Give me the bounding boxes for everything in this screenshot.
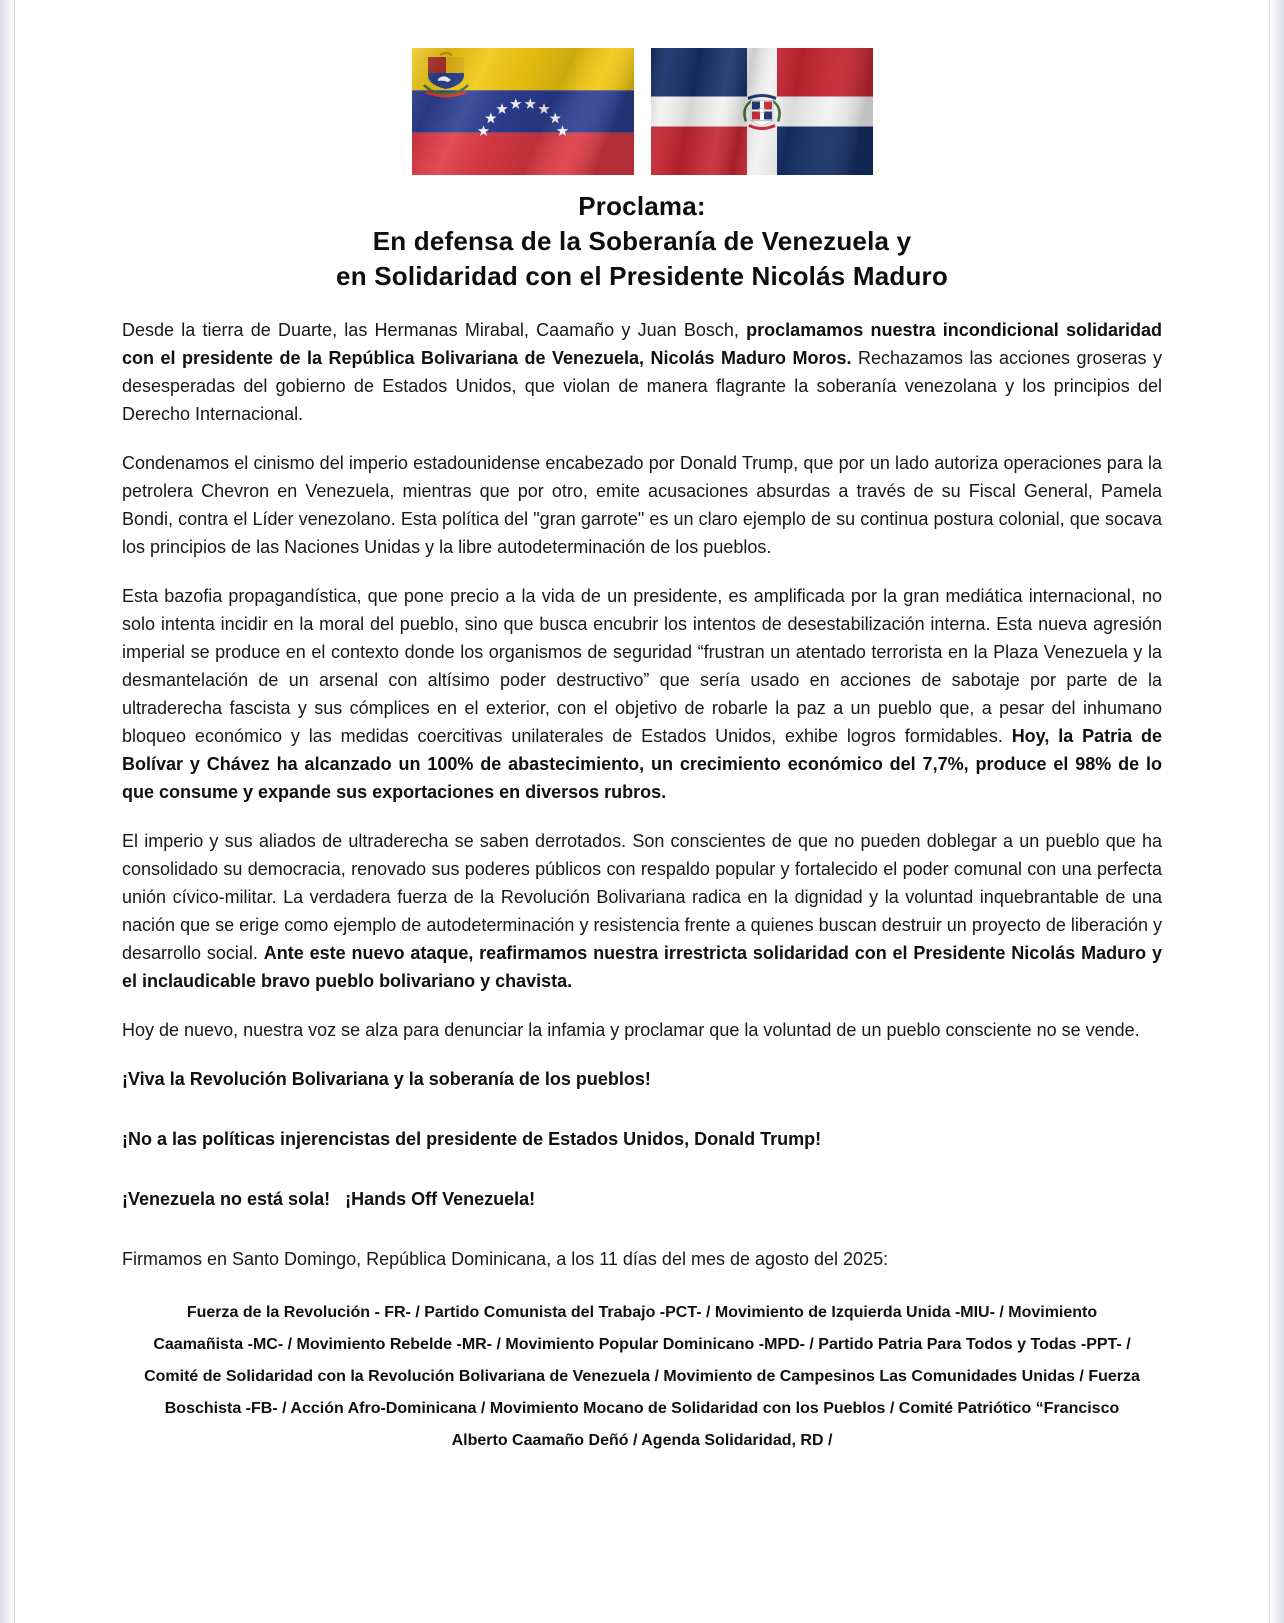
paragraph-bazofia-bold: Hoy, la Patria de Bolívar y Chávez ha alcanzado un 100% de abastecimiento, un crecimiento económico del 7,7%, produce el 98% de lo que consume y expande sus exportaciones en diversos rubros.: [122, 726, 1162, 802]
dominican-republic-flag-image: [651, 48, 873, 175]
venezuela-flag-image: [412, 48, 634, 175]
paragraph-imperio-bold: Ante este nuevo ataque, reafirmamos nuestra irrestricta solidaridad con el Presidente Nicolás Maduro y el inclaudicable bravo pueblo bolivariano y chavista.: [122, 943, 1162, 991]
document-body: [122, 316, 1162, 1457]
paragraph-voz: [122, 1016, 1162, 1044]
paragraph-bazofia-text: Esta bazofia propagandística, que pone precio a la vida de un presidente, es amplificada por la gran mediática internacional, no solo intenta incidir en la moral del pueblo, sino que busca encubrir los intentos de desestabilización interna. Esta nueva agresión imperial se produce en el contexto donde los organismos de seguridad “frustran un atentado terrorista en la Plaza Venezuela y la desmantelación de un arsenal con altísimo poder destructivo” que sería usado en acciones de sabotaje por parte de la ultraderecha fascista y sus cómplices en el exterior, con el objetivo de robarle la paz a un pueblo que, a pesar del inhumano bloqueo económico y las medidas coercitivas unilaterales de Estados Unidos, exhibe logros formidables.: [122, 586, 1162, 746]
page-left-edge-shadow: [0, 0, 15, 1623]
paragraph-imperio: [122, 827, 1162, 995]
title-line-proclama: Proclama:: [578, 191, 706, 221]
paragraph-apertura: [122, 316, 1162, 428]
paragraph-apertura-bold: proclamamos nuestra incondicional solidaridad con el presidente de la República Bolivariana de Venezuela, Nicolás Maduro Moros.: [122, 320, 1162, 368]
paragraph-bazofia: [122, 582, 1162, 806]
signatories-list: Fuerza de la Revolución - FR- / Partido Comunista del Trabajo -PCT- / Movimiento de Izquierda Unida -MIU- / Movimiento Caamañista -MC- / Movimiento Rebelde -MR- / Movimiento Popular Dominicano -MPD- / Partido Patria Para Todos y Todas -PPT- / Comité de Solidaridad con la Revolución Bolivariana de Venezuela / Movimiento de Campesinos Las Comunidades Unidas / Fuerza Boschista -FB- / Acción Afro-Dominicana / Movimiento Mocano de Solidaridad con los Pueblos / Comité Patriótico “Francisco Alberto Caamaño Deñó / Agenda Solidaridad, RD /: [144, 1304, 1140, 1449]
paragraph-imperio-text: El imperio y sus aliados de ultraderecha se saben derrotados. Son conscientes de que no pueden doblegar a un pueblo que ha consolidado su democracia, renovado sus poderes públicos con respaldo popular y fortalecido el poder comunal con una perfecta unión cívico-militar. La verdadera fuerza de la Revolución Bolivariana radica en la dignidad y la voluntad inquebrantable de una nación que se erige como ejemplo de autodeterminación y resistencia frente a quienes buscan destruir un proyecto de liberación y desarrollo social.: [122, 831, 1162, 963]
paragraph-condena-text: Condenamos el cinismo del imperio estadounidense encabezado por Donald Trump, que por un lado autoriza operaciones para la petrolera Chevron en Venezuela, mientras que por otro, emite acusaciones absurdas a través de su Fiscal General, Pamela Bondi, contra el Líder venezolano. Esta política del "gran garrote" es un claro ejemplo de su continua postura colonial, que socava los principios de las Naciones Unidas y la libre autodeterminación de los pueblos.: [122, 453, 1162, 557]
signing-date-line: Firmamos en Santo Domingo, República Dominicana, a los 11 días del mes de agosto del 2025:: [122, 1249, 889, 1269]
slogan-hands-off-venezuela: ¡Venezuela no está sola! ¡Hands Off Venezuela!: [122, 1189, 536, 1209]
document-title: [0, 189, 1284, 294]
paragraph-apertura-text-2: Rechazamos las acciones groseras y desesperadas del gobierno de Estados Unidos, que violan de manera flagrante la soberanía venezolana y los principios del Derecho Internacional.: [122, 348, 1162, 424]
flags-header: [0, 0, 1284, 175]
title-line-defensa: En defensa de la Soberanía de Venezuela y: [372, 226, 912, 256]
paragraph-condena: [122, 449, 1162, 561]
paragraph-voz-text: Hoy de nuevo, nuestra voz se alza para denunciar la infamia y proclamar que la voluntad de un pueblo consciente no se vende.: [122, 1020, 1140, 1040]
page-right-edge-shadow: [1269, 0, 1284, 1623]
title-line-solidaridad: en Solidaridad con el Presidente Nicolás Maduro: [336, 261, 948, 291]
slogan-no-injerencia: ¡No a las políticas injerencistas del presidente de Estados Unidos, Donald Trump!: [122, 1129, 822, 1149]
paragraph-apertura-text-1: Desde la tierra de Duarte, las Hermanas Mirabal, Caamaño y Juan Bosch,: [122, 320, 747, 340]
slogan-viva-revolucion: ¡Viva la Revolución Bolivariana y la soberanía de los pueblos!: [122, 1069, 651, 1089]
